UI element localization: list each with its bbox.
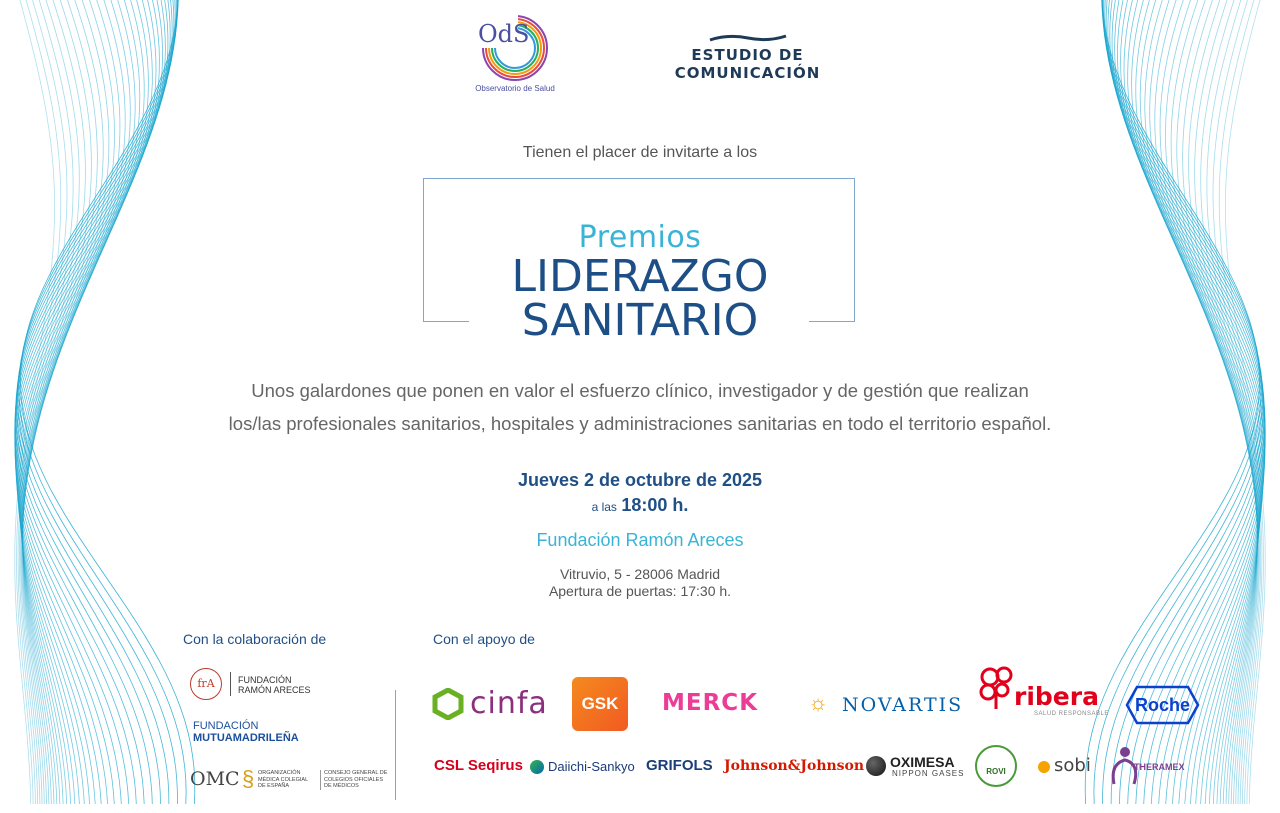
edc-line1: ESTUDIO DE bbox=[691, 46, 804, 64]
event-date: Jueves 2 de octubre de 2025 bbox=[517, 470, 763, 490]
oximesa-logo bbox=[866, 754, 966, 784]
ribera-logo bbox=[978, 665, 1109, 719]
description bbox=[170, 374, 1110, 440]
johnson-johnson-logo: Johnson&Johnson bbox=[724, 758, 865, 774]
theramex-text: THERAMEX bbox=[1134, 762, 1185, 772]
title-liderazgo: LIDERAZGO bbox=[511, 251, 769, 302]
wave-line bbox=[1177, 0, 1258, 804]
support-label: Con el apoyo de bbox=[433, 631, 535, 647]
fra-line1: FUNDACIÓN bbox=[238, 675, 292, 685]
merck-logo: MERCK bbox=[662, 690, 759, 716]
novartis-flame-icon: ☼ bbox=[808, 690, 829, 715]
fra-line2: RAMÓN ARECES bbox=[238, 685, 311, 695]
rovi-text: ROVI bbox=[986, 767, 1006, 776]
omc-text1: ORGANIZACIÓN MÉDICA COLEGIAL DE ESPAÑA bbox=[258, 770, 308, 789]
cinfa-hexagon-icon bbox=[432, 688, 464, 720]
event-doors: Apertura de puertas: 17:30 h. bbox=[548, 583, 732, 599]
title-premios: Premios bbox=[578, 220, 702, 255]
grifols-logo: GRIFOLS bbox=[646, 757, 713, 774]
edc-line2: COMUNICACIÓN bbox=[674, 64, 821, 82]
gsk-logo: GSK bbox=[572, 677, 628, 731]
ribera-subtitle: SALUD RESPONSABLE bbox=[1034, 711, 1109, 717]
fundacion-ramon-areces-logo bbox=[188, 666, 328, 702]
ods-letters: OdS bbox=[478, 20, 530, 48]
edc-swoosh-icon bbox=[708, 32, 788, 44]
rovi-logo bbox=[975, 745, 1017, 787]
cinfa-text: cinfa bbox=[470, 686, 548, 721]
omc-text2: CONSEJO GENERAL DE COLEGIOS OFICIALES DE MÉDICOS bbox=[320, 770, 390, 790]
mutua-line2: MUTUAMADRILEÑA bbox=[193, 732, 299, 744]
csl-seqirus-logo: CSL Seqirus bbox=[434, 757, 523, 774]
event-address-block bbox=[440, 566, 840, 600]
time-value: 18:00 h. bbox=[621, 495, 689, 515]
ribera-tree-icon bbox=[978, 665, 1018, 711]
invitation-intro: Tienen el placer de invitarte a los bbox=[522, 144, 758, 161]
daiichi-dot-icon bbox=[530, 760, 544, 774]
ribera-text: ribera bbox=[1014, 682, 1099, 711]
mutua-line1: FUNDACIÓN bbox=[193, 720, 259, 732]
roche-logo bbox=[1125, 685, 1200, 725]
ods-logo bbox=[470, 8, 560, 96]
theramex-logo bbox=[1108, 744, 1192, 788]
daiichi-text: Daiichi-Sankyo bbox=[548, 759, 635, 774]
sponsors-divider bbox=[395, 690, 396, 800]
fra-text bbox=[238, 675, 311, 695]
roche-text: Roche bbox=[1134, 695, 1190, 715]
event-time bbox=[440, 495, 840, 516]
description-line1: Unos galardones que ponen en valor el esfuerzo clínico, investigador y de gestión que realizan bbox=[251, 380, 1029, 401]
description-line2: los/las profesionales sanitarios, hospitales y administraciones sanitarias en todo el territorio español. bbox=[228, 413, 1052, 434]
frame-left-line bbox=[423, 178, 424, 322]
title-sanitario: SANITARIO bbox=[521, 295, 759, 346]
omc-staff-icon: § bbox=[242, 766, 255, 791]
ods-subtitle: Observatorio de Salud bbox=[475, 84, 555, 93]
frame-top-line bbox=[423, 178, 855, 179]
estudio-comunicacion-logo bbox=[655, 32, 840, 84]
oximesa-text: OXIMESA bbox=[890, 754, 955, 770]
fra-separator bbox=[230, 672, 231, 696]
oximesa-globe-icon bbox=[866, 756, 886, 776]
event-venue: Fundación Ramón Areces bbox=[536, 530, 744, 550]
collaboration-label: Con la colaboración de bbox=[183, 631, 327, 647]
oximesa-subtitle: NIPPON GASES bbox=[892, 769, 965, 778]
frame-right-line bbox=[854, 178, 855, 322]
omc-logo bbox=[190, 766, 395, 796]
novartis-text: NOVARTIS bbox=[842, 694, 964, 716]
event-address: Vitruvio, 5 - 28006 Madrid bbox=[559, 566, 721, 582]
fundacion-mutua-logo bbox=[193, 720, 333, 750]
wave-line bbox=[21, 0, 85, 804]
fra-mark: frA bbox=[190, 668, 222, 700]
sobi-text: sobi bbox=[1054, 755, 1091, 776]
time-prefix: a las bbox=[591, 500, 617, 514]
omc-mark: OMC bbox=[190, 768, 240, 790]
wave-line bbox=[23, 0, 104, 804]
sobi-dot-icon bbox=[1038, 761, 1050, 773]
wave-line bbox=[1195, 0, 1259, 804]
